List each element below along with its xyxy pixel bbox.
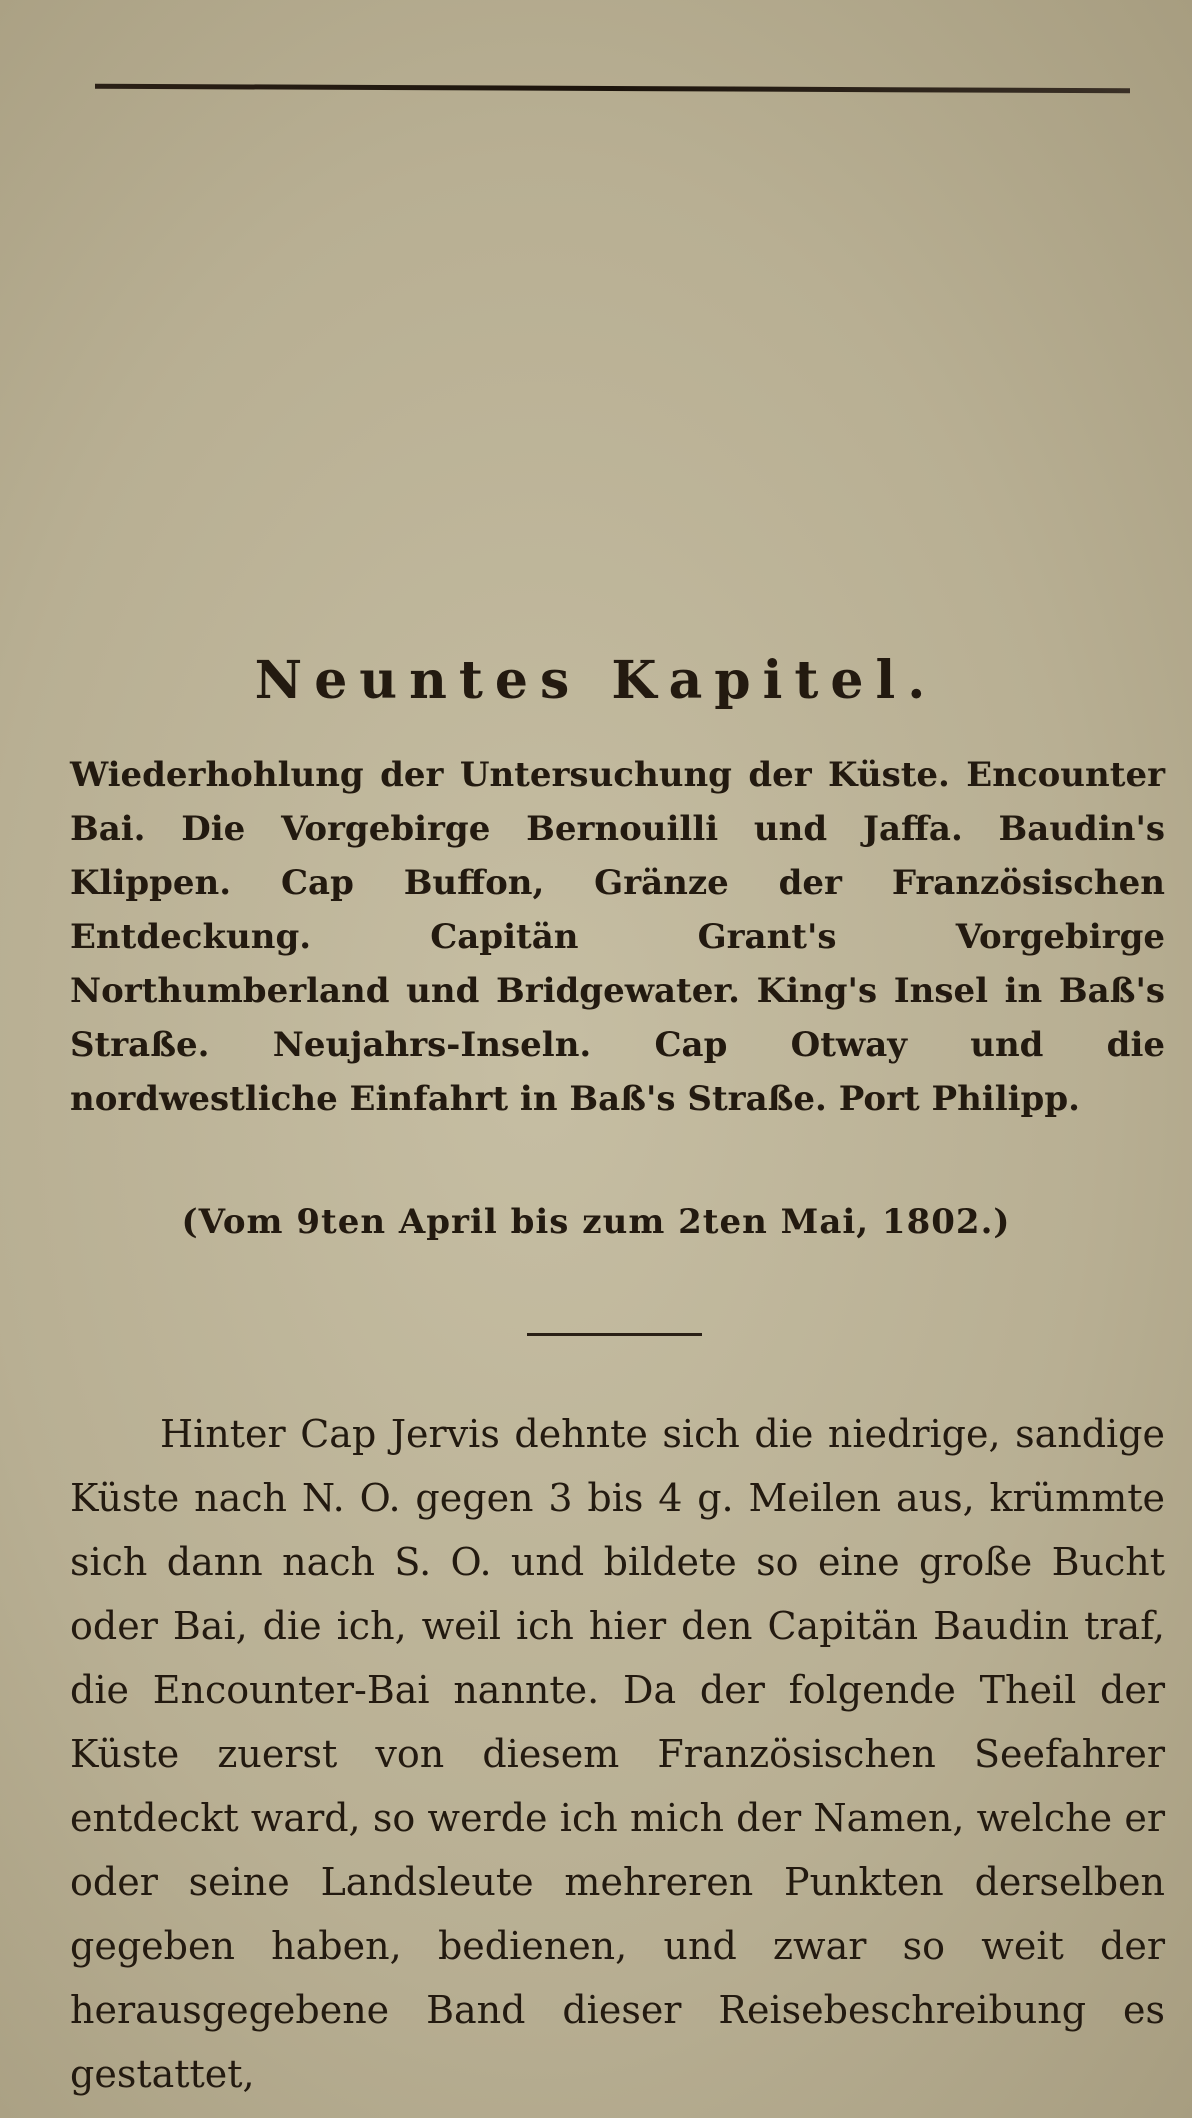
body-text — [70, 1402, 1165, 2106]
chapter-title: Neuntes Kapitel. — [254, 650, 938, 711]
section-divider — [527, 1333, 702, 1336]
chapter-summary: Wiederhohlung der Untersuchung der Küste. Encounter Bai. Die Vorgebirge Bernouilli und Jaffa. Baudin's Klippen. Cap Buffon, Gränze der Französischen Entdeckung. Capitän Grant's Vorgebirge Northumberland und Bridgewater. King's Insel in Baß's Straße. Neujahrs-Inseln. Cap Otway und die nordwestliche Einfahrt in Baß's Straße. Port Philipp. — [70, 755, 1165, 1119]
chapter-dates: (Vom 9ten April bis zum 2ten Mai, 1802.) — [181, 1202, 1011, 1242]
paragraph: Hinter Cap Jervis dehnte sich die niedrige, sandige Küste nach N. O. gegen 3 bis 4 g. Meilen aus, krümmte sich dann nach S. O. und bildete so eine große Bucht oder Bai, die ich, weil ich hier den Capitän Baudin traf, die Encounter-Bai nannte. Da der folgende Theil der Küste zuerst von diesem Französischen Seefahrer entdeckt ward, so werde ich mich der Namen, welche er oder seine Landsleute mehreren Punkten derselben gegeben haben, bedienen, und zwar so weit der herausgegebene Band dieser Reisebeschreibung es gestattet, — [70, 1412, 1165, 2096]
header-rule — [95, 84, 1130, 94]
